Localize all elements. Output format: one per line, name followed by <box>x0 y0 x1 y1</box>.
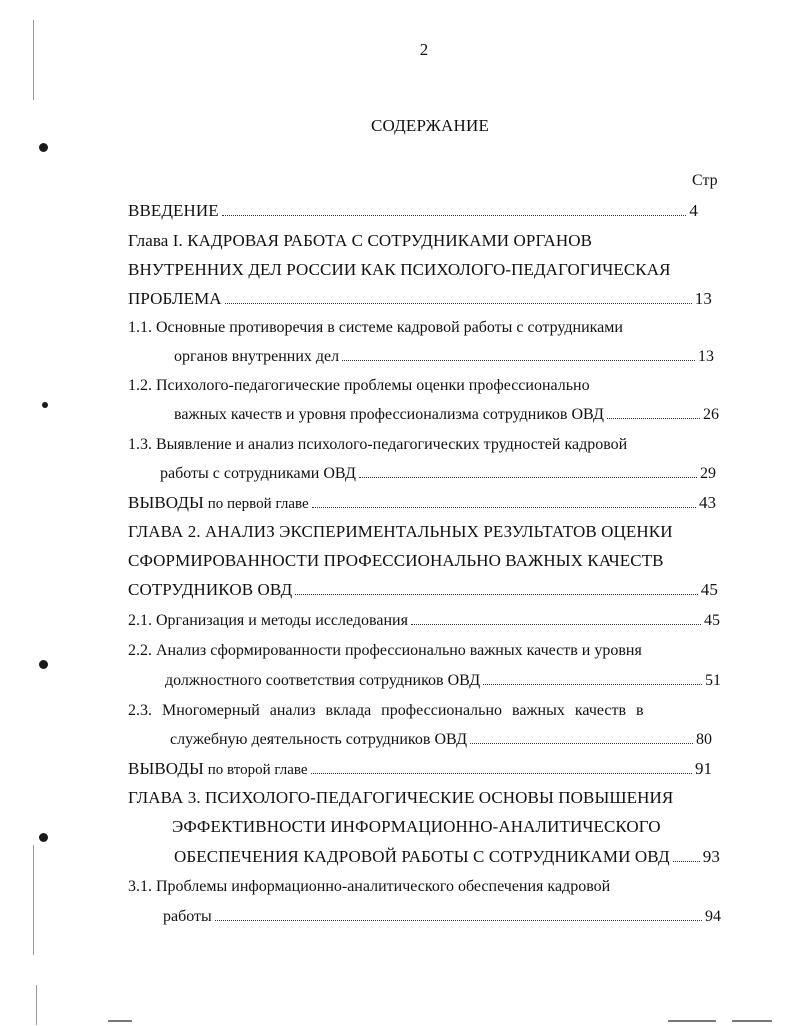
dot-leader <box>312 507 696 508</box>
toc-section-3-1-line-2[interactable] <box>163 906 721 928</box>
toc-section-2-2-line-1[interactable]: 2.2. Анализ сформированности профессионально важных качеств и уровня <box>128 642 642 659</box>
dot-leader <box>470 743 693 744</box>
toc-chapter-1-line-2[interactable]: ВНУТРЕННИХ ДЕЛ РОССИИ КАК ПСИХОЛОГО-ПЕДАГОГИЧЕСКАЯ <box>128 260 671 279</box>
toc-page-number: 91 <box>695 759 712 778</box>
toc-section-2-1[interactable] <box>128 610 720 632</box>
dot-leader <box>295 594 697 595</box>
dot-leader <box>342 360 695 361</box>
toc-section-2-3-line-2[interactable] <box>170 729 712 751</box>
page-column-label: Стр <box>692 172 718 189</box>
scan-margin-line <box>33 845 34 955</box>
toc-chapter-3-line-1[interactable]: ГЛАВА 3. ПСИХОЛОГО-ПЕДАГОГИЧЕСКИЕ ОСНОВЫ ПОВЫШЕНИЯ <box>128 788 674 807</box>
toc-page-number: 43 <box>699 493 716 512</box>
toc-page-number: 93 <box>702 847 720 866</box>
toc-entry-title: СОТРУДНИКОВ ОВД <box>128 580 293 599</box>
toc-section-2-2-line-2[interactable] <box>165 670 721 692</box>
toc-entry-lead: ВЫВОДЫ <box>128 493 204 512</box>
toc-section-1-3-line-2[interactable] <box>160 463 716 485</box>
dot-leader <box>359 477 697 478</box>
toc-page-number: 26 <box>703 406 719 423</box>
toc-section-2-3-line-1[interactable]: 2.3. Многомерный анализ вклада профессионально важных качеств в <box>128 702 644 719</box>
toc-section-1-1-line-1[interactable]: 1.1. Основные противоречия в системе кадровой работы с сотрудниками <box>128 319 623 336</box>
scan-footer-mark <box>108 1020 132 1022</box>
toc-entry-lead: ВЫВОДЫ <box>128 759 204 778</box>
toc-chapter-3-line-3[interactable] <box>174 846 720 868</box>
toc-entry-title: органов внутренних дел <box>174 348 340 365</box>
toc-section-1-1-line-2[interactable] <box>174 346 714 368</box>
toc-conclusions-chapter-2[interactable] <box>128 758 712 781</box>
toc-chapter-1-line-3[interactable] <box>128 288 712 310</box>
scan-footer-mark <box>732 1020 772 1022</box>
toc-entry-title: по второй главе <box>203 762 308 778</box>
toc-page-number: 45 <box>700 580 718 599</box>
toc-page-number: 51 <box>705 672 721 689</box>
toc-section-1-3-line-1[interactable]: 1.3. Выявление и анализ психолого-педагогических трудностей кадровой <box>128 436 628 453</box>
toc-entry-title: должностного соответствия сотрудников ОВД <box>165 672 481 689</box>
dot-leader <box>225 303 692 304</box>
dot-leader <box>483 684 702 685</box>
dot-leader <box>673 861 700 862</box>
toc-conclusions-chapter-1[interactable] <box>128 492 716 515</box>
dot-leader <box>311 773 692 774</box>
binder-hole-dot <box>39 660 48 669</box>
toc-entry-title: 2.1. Организация и методы исследования <box>128 612 408 629</box>
toc-entry-introduction[interactable] <box>128 200 698 222</box>
toc-entry-title: по первой главе <box>203 496 309 512</box>
toc-entry-title: служебную деятельность сотрудников ОВД <box>170 731 467 748</box>
toc-page-number: 45 <box>704 612 720 629</box>
toc-page-number: 13 <box>698 348 714 365</box>
toc-entry-title: работы <box>163 908 212 925</box>
page-title: СОДЕРЖАНИЕ <box>370 116 490 135</box>
toc-section-1-2-line-1[interactable]: 1.2. Психолого-педагогические проблемы оценки профессионально <box>128 377 590 394</box>
toc-chapter-1-line-1[interactable]: Глава I. КАДРОВАЯ РАБОТА С СОТРУДНИКАМИ ОРГАНОВ <box>128 231 593 250</box>
toc-chapter-2-line-3[interactable] <box>128 579 718 601</box>
dot-leader <box>607 418 700 419</box>
binder-hole-dot <box>39 143 48 152</box>
toc-entry-title: важных качеств и уровня профессионализма сотрудников ОВД <box>174 406 604 423</box>
dot-leader <box>222 215 687 216</box>
toc-entry-title: ВВЕДЕНИЕ <box>128 201 219 220</box>
page-number: 2 <box>419 40 429 59</box>
toc-page-number: 29 <box>700 465 716 482</box>
toc-page-number: 80 <box>696 731 712 748</box>
toc-entry-title: ОБЕСПЕЧЕНИЯ КАДРОВОЙ РАБОТЫ С СОТРУДНИКАМИ ОВД <box>174 847 670 866</box>
toc-page-number: 4 <box>689 201 698 220</box>
scan-margin-line <box>36 985 37 1025</box>
binder-hole-dot <box>39 833 48 842</box>
toc-chapter-2-line-1[interactable]: ГЛАВА 2. АНАЛИЗ ЭКСПЕРИМЕНТАЛЬНЫХ РЕЗУЛЬТАТОВ ОЦЕНКИ <box>128 522 673 541</box>
toc-page-number: 94 <box>705 908 721 925</box>
toc-section-1-2-line-2[interactable] <box>174 404 719 426</box>
toc-entry-title: ПРОБЛЕМА <box>128 289 222 308</box>
scan-footer-mark <box>668 1020 716 1022</box>
toc-chapter-2-line-2[interactable]: СФОРМИРОВАННОСТИ ПРОФЕССИОНАЛЬНО ВАЖНЫХ КАЧЕСТВ <box>128 551 664 570</box>
dot-leader <box>215 920 702 921</box>
toc-entry-title: работы с сотрудниками ОВД <box>160 465 356 482</box>
toc-page-number: 13 <box>694 289 712 308</box>
toc-chapter-3-line-2[interactable]: ЭФФЕКТИВНОСТИ ИНФОРМАЦИОННО-АНАЛИТИЧЕСКОГО <box>172 817 661 836</box>
dot-leader <box>411 624 701 625</box>
binder-hole-dot <box>42 402 48 408</box>
scan-margin-line <box>33 20 34 100</box>
toc-section-3-1-line-1[interactable]: 3.1. Проблемы информационно-аналитического обеспечения кадровой <box>128 878 611 895</box>
